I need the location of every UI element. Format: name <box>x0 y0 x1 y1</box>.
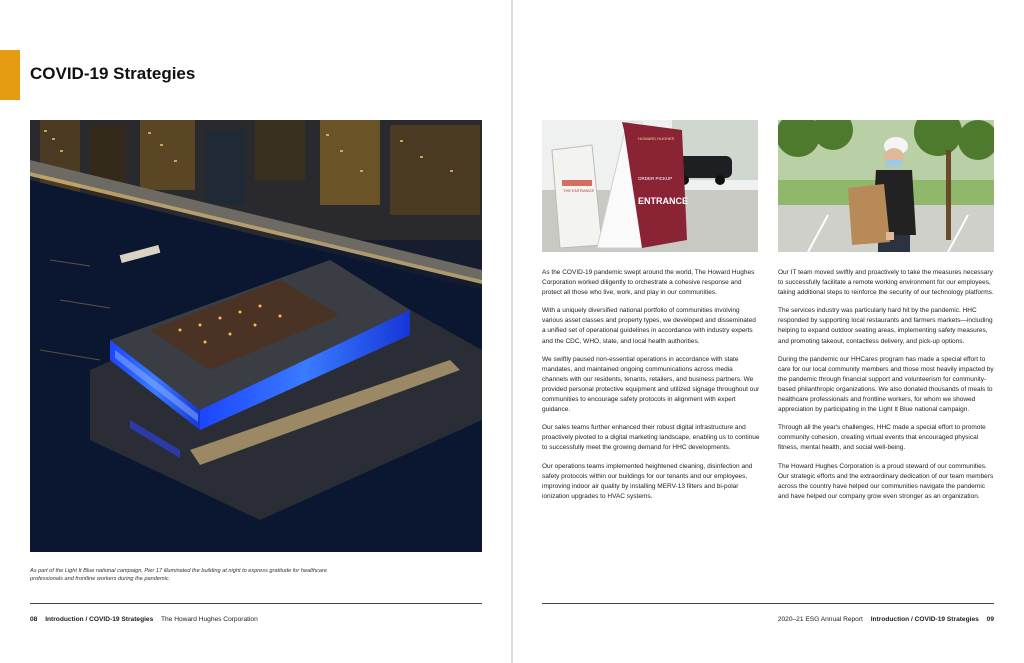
folio-section: Introduction / COVID-19 Strategies <box>45 616 154 623</box>
sign-brand: HOWARD HUGHES <box>638 136 675 141</box>
sign-entrance: ENTRANCE <box>638 196 689 206</box>
paragraph: We swiftly paused non-essential operations in accordance with state mandates, and maintained ongoing communications across media channels with our residents, tenants, retailers, and business partners. We provided personal protective equipment and utilized signage throughout our communities to encourage safety protocols in alignment with expert guidance. <box>542 355 760 414</box>
folio-right <box>778 616 994 623</box>
volunteer-illustration <box>778 120 994 252</box>
paragraph: Our sales teams further enhanced their robust digital infrastructure and proactively pivoted to a digital marketing landscape, enabling us to continue to successfully meet the growing demand for HHC developments. <box>542 424 760 452</box>
paragraph: The Howard Hughes Corporation is a proud steward of our communities. Our strategic efforts and the extraordinary dedication of our team members across the country have helped our communities navigate the pandemic and have helped our company grow even stronger as an organization. <box>778 462 994 500</box>
sign-notice: ORDER PICKUP <box>638 176 673 181</box>
photo-caption: As part of the Light It Blue national campaign, Pier 17 illuminated the building at night to express gratitude for healthcare professionals and frontline workers during the pandemic. <box>30 568 327 582</box>
paragraph: The services industry was particularly hard hit by the pandemic. HHC responded by supporting local restaurants and farmers markets—including helping to expand outdoor seating areas, implementing safety measures, and promoting takeout, contactless delivery, and pick-up options. <box>778 307 993 345</box>
paragraph: With a uniquely diversified national portfolio of communities involving various asset classes and property types, we developed and disseminated a unified set of operational guidelines in accordance with industry experts and the CDC, WHO, state, and local health authorities. <box>542 307 756 345</box>
entrance-sign-illustration <box>542 120 758 252</box>
photo-entrance-signs <box>542 120 758 252</box>
paragraph: Our operations teams implemented heightened cleaning, disinfection and safety protocols within our buildings for our tenants and our employees, improving indoor air quality by installing MERV-13 filters and bi-polar ionization upgrades to HVAC systems. <box>542 462 753 500</box>
right-page <box>513 0 1024 663</box>
text-column-2 <box>778 268 996 510</box>
footer-rule <box>30 603 482 604</box>
paragraph: During the pandemic our HHCares program has made a special effort to care for our local community members and those most heavily impacted by the pandemic through financial support and volunteerism for community-based philanthropic organizations. We also donated thousands of meals to healthcare professionals and frontline workers, for whom we showed appreciation by participating in the Light It Blue national campaign. <box>778 355 994 414</box>
footer-rule <box>542 603 994 604</box>
folio-company: The Howard Hughes Corporation <box>161 616 258 623</box>
pier-night-illustration <box>30 120 482 552</box>
folio-report: 2020–21 ESG Annual Report <box>777 616 863 623</box>
paragraph: Our IT team moved swiftly and proactively to take the measures necessary to successfully facilitate a remote working environment for our employees, taking additional steps to reinforce the security of our technology platforms. <box>778 269 994 297</box>
folio-section: Introduction / COVID-19 Strategies <box>870 616 979 623</box>
paragraph: As the COVID-19 pandemic swept around the world, The Howard Hughes Corporation worked diligently to orchestrate a cohesive response and protect all those who live, work, and play in our communities. <box>542 269 755 297</box>
hero-photo-pier-17 <box>30 120 482 552</box>
accent-bar <box>0 50 20 100</box>
folio-left <box>30 616 258 623</box>
text-column-1 <box>542 268 760 510</box>
folio-page-number: 09 <box>986 616 994 623</box>
paragraph: Through all the year's challenges, HHC made a special effort to promote community cohesion, creating virtual events that encouraged physical fitness, mental health, and social well-being. <box>778 424 986 452</box>
page-title: COVID-19 Strategies <box>30 64 196 83</box>
folio-page-number: 08 <box>30 616 38 623</box>
left-page <box>0 0 511 663</box>
small-sign-text: THE ENTRANCE <box>563 188 595 193</box>
photo-volunteer-with-bag <box>778 120 994 252</box>
